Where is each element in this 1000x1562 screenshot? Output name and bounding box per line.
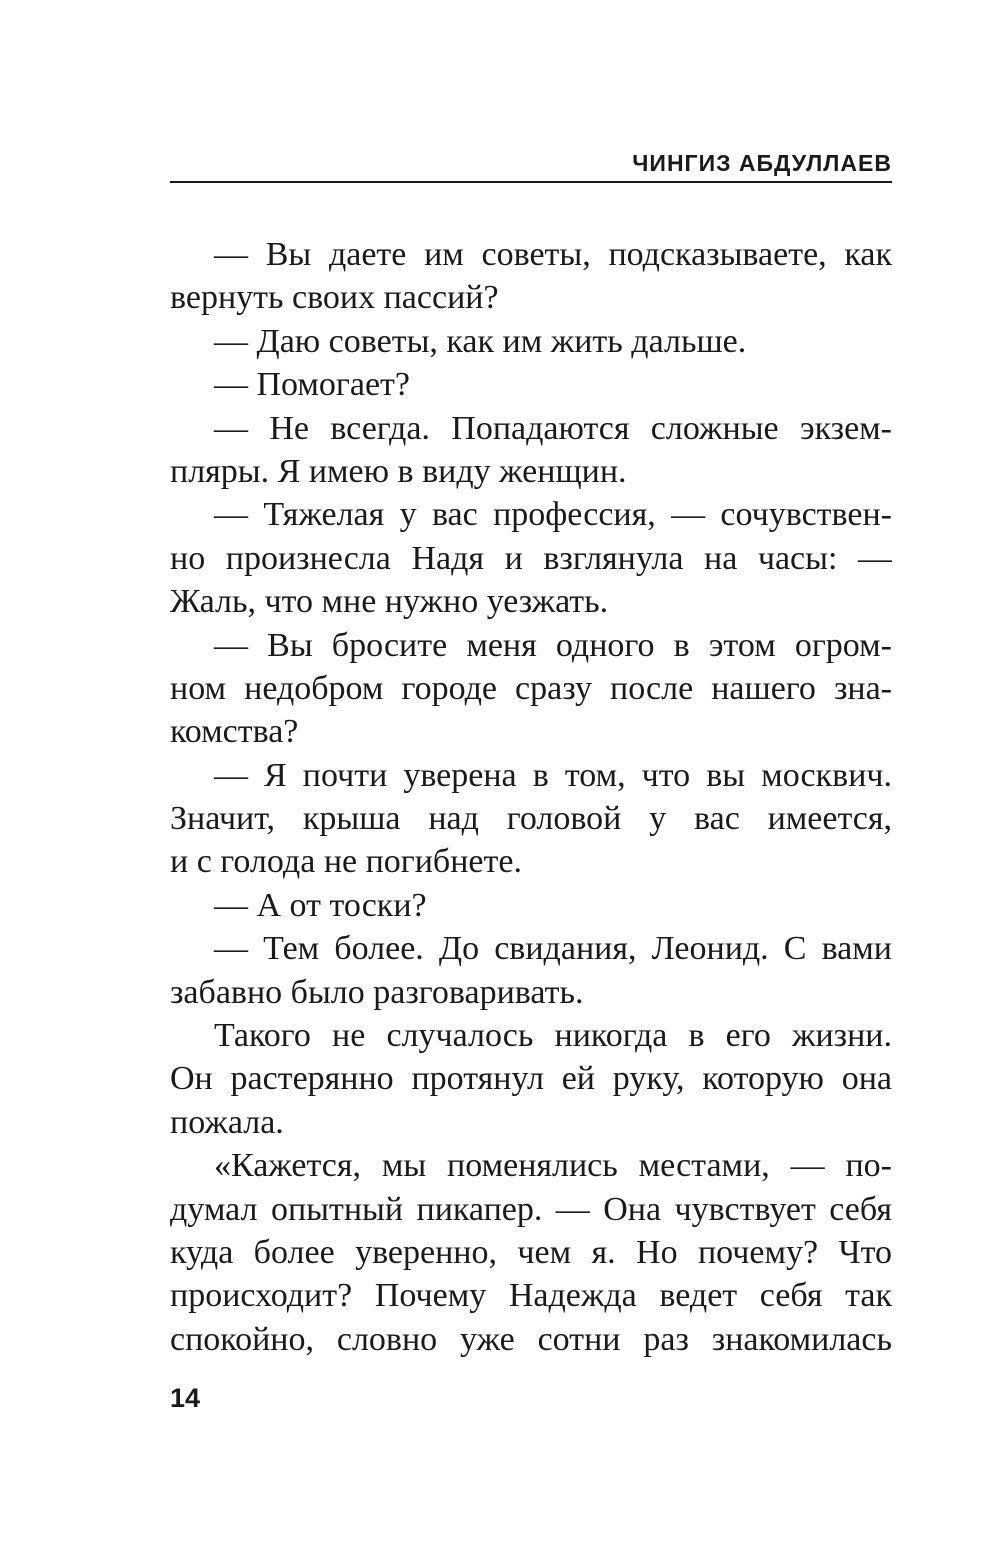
- text-line: — Тем более. До свидания, Леонид. С вами: [214, 930, 892, 968]
- text-line: Жаль, что мне нужно уезжать.: [170, 583, 609, 621]
- text-line: — Вы даете им советы, подсказываете, как: [214, 236, 892, 273]
- text-line: — Даю советы, как им жить дальше.: [214, 322, 747, 360]
- text-line: — Я почти уверена в том, что вы москвич.: [214, 756, 892, 794]
- text-line: пляры. Я имею в виду женщин.: [170, 452, 627, 490]
- text-line: вернуть своих пассий?: [170, 279, 499, 317]
- text-line: «Кажется, мы поменялись местами, — по-: [214, 1147, 892, 1185]
- text-line: ном недобром городе сразу после нашего зна-: [170, 669, 892, 707]
- header-rule: [170, 181, 892, 183]
- text-line: куда более уверенно, чем я. Но почему? Что: [170, 1233, 892, 1271]
- text-line: комства?: [170, 713, 299, 751]
- text-line: — А от тоски?: [214, 886, 427, 924]
- running-head-author: ЧИНГИЗ АБДУЛЛАЕВ: [632, 150, 892, 176]
- text-line: спокойно, словно уже сотни раз знакомилась: [170, 1320, 892, 1358]
- text-line: пожала.: [170, 1103, 284, 1141]
- page-body-text: [170, 233, 892, 1361]
- text-line: — Не всегда. Попадаются сложные экзем-: [214, 409, 892, 447]
- text-line: но произнесла Надя и взглянула на часы: —: [170, 539, 892, 577]
- text-line: происходит? Почему Надежда ведет себя так: [170, 1277, 892, 1315]
- text-line: забавно было разговаривать.: [170, 973, 584, 1011]
- text-line: и с голода не погибнете.: [170, 843, 522, 881]
- text-line: — Тяжелая у вас профессия, — сочувствен-: [214, 496, 892, 534]
- text-line: — Помогает?: [214, 366, 410, 404]
- page-number: 14: [170, 1383, 201, 1413]
- text-line: Он растерянно протянул ей руку, которую она: [170, 1060, 892, 1098]
- text-line: Такого не случалось никогда в его жизни.: [214, 1017, 892, 1055]
- text-line: — Вы бросите меня одного в этом огром-: [214, 626, 892, 664]
- text-line: думал опытный пикапер. — Она чувствует себя: [170, 1190, 892, 1228]
- text-line: Значит, крыша над головой у вас имеется,: [170, 800, 892, 838]
